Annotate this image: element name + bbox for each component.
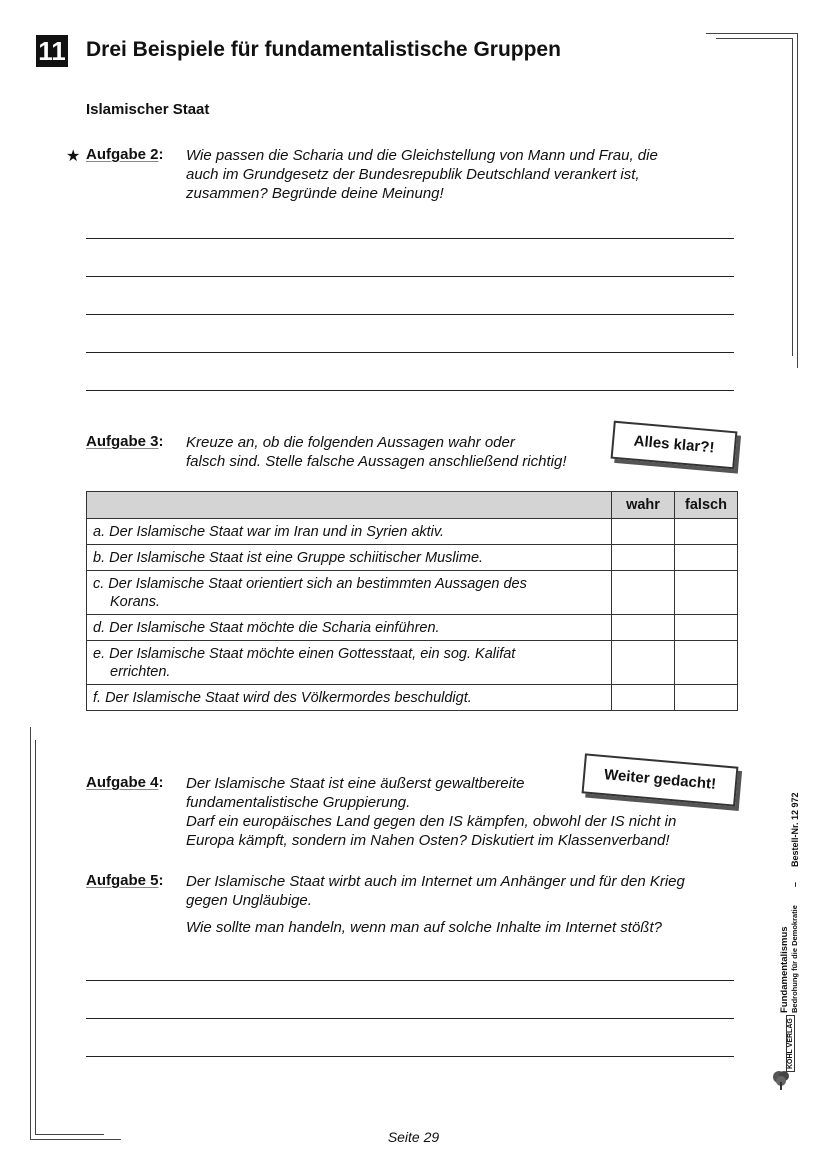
section-title: Islamischer Staat bbox=[86, 101, 210, 118]
falsch-checkbox-cell[interactable] bbox=[675, 641, 738, 685]
statement-cell bbox=[87, 545, 612, 571]
task5-label-colon: : bbox=[158, 872, 164, 889]
table-row bbox=[87, 545, 738, 571]
task2-label bbox=[86, 146, 164, 163]
sidebar-book-subtitle: Bedrohung für die Demokratie bbox=[790, 905, 799, 1013]
table-header-wahr: wahr bbox=[612, 492, 675, 519]
task4-line: fundamentalistische Gruppierung. bbox=[186, 794, 411, 811]
statement-text: b. Der Islamische Staat ist eine Gruppe schiitischer Muslime. bbox=[93, 550, 484, 566]
wahr-checkbox-cell[interactable] bbox=[612, 519, 675, 545]
falsch-checkbox-cell[interactable] bbox=[675, 615, 738, 641]
statement-text: d. Der Islamische Staat möchte die Scharia einführen. bbox=[93, 620, 440, 636]
table-row bbox=[87, 615, 738, 641]
wahr-checkbox-cell[interactable] bbox=[612, 615, 675, 641]
falsch-checkbox-cell[interactable] bbox=[675, 685, 738, 711]
task4-label bbox=[86, 774, 164, 791]
falsch-checkbox-cell[interactable] bbox=[675, 571, 738, 615]
task4-label-colon: : bbox=[158, 774, 164, 791]
task2-line: auch im Grundgesetz der Bundesrepublik Deutschland verankert ist, bbox=[186, 166, 640, 183]
page-title: Drei Beispiele für fundamentalistische Gruppen bbox=[86, 38, 561, 61]
answer-line[interactable] bbox=[86, 980, 734, 981]
statement-cell bbox=[87, 519, 612, 545]
frame-top-right-vertical bbox=[797, 33, 798, 368]
answer-line[interactable] bbox=[86, 352, 734, 353]
table-header-row bbox=[87, 492, 738, 519]
statement-cell bbox=[87, 641, 612, 685]
frame-bottom-left-vertical-inner bbox=[35, 740, 36, 1134]
table-header-statement bbox=[87, 492, 612, 519]
task3-label-text: Aufgabe 3 bbox=[86, 433, 159, 450]
publisher-tree-icon bbox=[770, 1068, 792, 1090]
task5-line: Der Islamische Staat wirbt auch im Internet um Anhänger und für den Krieg bbox=[186, 873, 685, 890]
task5-line: gegen Ungläubige. bbox=[186, 892, 312, 909]
sidebar-book-title: Fundamentalismus bbox=[779, 926, 790, 1013]
task5-text bbox=[186, 872, 731, 937]
task2-label-text: Aufgabe 2 bbox=[86, 146, 159, 163]
task3-label bbox=[86, 433, 164, 450]
statement-cell bbox=[87, 615, 612, 641]
statement-text: f. Der Islamische Staat wird des Völkermordes beschuldigt. bbox=[93, 690, 472, 706]
task2-line: zusammen? Begründe deine Meinung! bbox=[186, 185, 444, 202]
frame-top-right-horizontal bbox=[706, 33, 798, 34]
statement-text: e. Der Islamische Staat möchte einen Gottesstaat, ein sog. Kalifat bbox=[93, 646, 516, 662]
task5-label bbox=[86, 872, 164, 889]
answer-line[interactable] bbox=[86, 238, 734, 239]
answer-line[interactable] bbox=[86, 276, 734, 277]
statement-text: c. Der Islamische Staat orientiert sich an bestimmten Aussagen des bbox=[93, 576, 527, 592]
frame-top-right-vertical-inner bbox=[792, 38, 793, 356]
task5-label-text: Aufgabe 5 bbox=[86, 872, 159, 889]
answer-line[interactable] bbox=[86, 314, 734, 315]
star-icon: ★ bbox=[66, 148, 81, 165]
table-row bbox=[87, 519, 738, 545]
frame-top-right-horizontal-inner bbox=[716, 38, 792, 39]
wahr-checkbox-cell[interactable] bbox=[612, 571, 675, 615]
statement-text: a. Der Islamische Staat war im Iran und in Syrien aktiv. bbox=[93, 524, 445, 540]
task4-line: Europa kämpft, sondern im Nahen Osten? Diskutiert im Klassenverband! bbox=[186, 832, 670, 849]
task2-label-colon: : bbox=[158, 146, 164, 163]
task4-line: Der Islamische Staat ist eine äußerst gewaltbereite bbox=[186, 775, 525, 792]
task4-line: Darf ein europäisches Land gegen den IS kämpfen, obwohl der IS nicht in bbox=[186, 813, 677, 830]
task2-line: Wie passen die Scharia und die Gleichstellung von Mann und Frau, die bbox=[186, 147, 658, 164]
table-header-falsch: falsch bbox=[675, 492, 738, 519]
answer-line[interactable] bbox=[86, 390, 734, 391]
statement-text-continued: errichten. bbox=[110, 664, 171, 680]
falsch-checkbox-cell[interactable] bbox=[675, 545, 738, 571]
sidebar-order-number: Bestell-Nr. 12 972 bbox=[790, 792, 800, 867]
table-row bbox=[87, 685, 738, 711]
wahr-checkbox-cell[interactable] bbox=[612, 685, 675, 711]
task3-line: falsch sind. Stelle falsche Aussagen anschließend richtig! bbox=[186, 453, 567, 470]
stamp-weiter-gedacht: Weiter gedacht! bbox=[582, 753, 739, 806]
task5-question: Wie sollte man handeln, wenn man auf solche Inhalte im Internet stößt? bbox=[186, 919, 662, 936]
answer-line[interactable] bbox=[86, 1018, 734, 1019]
table-row bbox=[87, 641, 738, 685]
stamp-alles-klar: Alles klar?! bbox=[611, 421, 738, 470]
chapter-number: 11 bbox=[36, 35, 68, 67]
task3-line: Kreuze an, ob die folgenden Aussagen wahr oder bbox=[186, 434, 515, 451]
task2-text bbox=[186, 146, 726, 203]
wahr-checkbox-cell[interactable] bbox=[612, 545, 675, 571]
statement-text-continued: Korans. bbox=[110, 594, 160, 610]
statement-cell bbox=[87, 571, 612, 615]
wahr-checkbox-cell[interactable] bbox=[612, 641, 675, 685]
publisher-logo-text: KOHL VERLAG bbox=[786, 1015, 795, 1072]
page-number: Seite 29 bbox=[387, 1129, 440, 1145]
answer-line[interactable] bbox=[86, 1056, 734, 1057]
sidebar-dash: – bbox=[790, 881, 800, 887]
falsch-checkbox-cell[interactable] bbox=[675, 519, 738, 545]
task3-text bbox=[186, 433, 606, 471]
table-row bbox=[87, 571, 738, 615]
task4-label-text: Aufgabe 4 bbox=[86, 774, 159, 791]
true-false-table bbox=[86, 491, 738, 711]
frame-bottom-left-vertical bbox=[30, 727, 31, 1139]
statement-cell bbox=[87, 685, 612, 711]
task3-label-colon: : bbox=[158, 433, 164, 450]
